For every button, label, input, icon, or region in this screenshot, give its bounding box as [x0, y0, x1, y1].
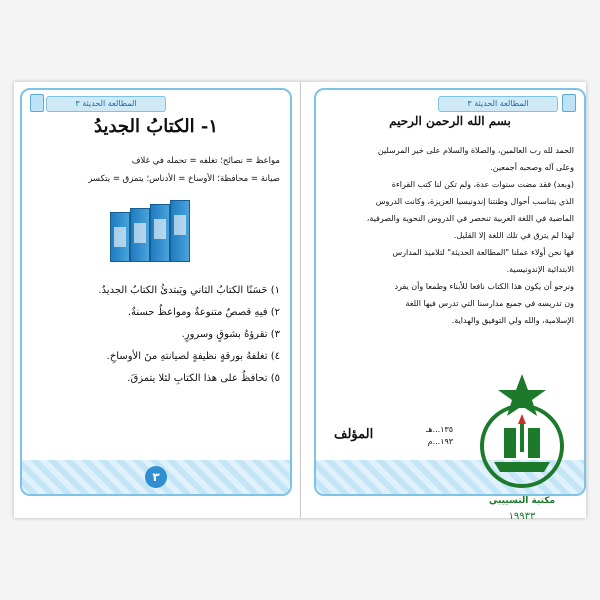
preface-line: ون تدريسه في جميع مدارسنا التي تدرس فيها اللغة	[405, 299, 574, 308]
book-image	[130, 208, 150, 262]
sentence-item: ١) حَسَنًا الكتابُ الثاني ويَبتدئُ الكتابُ الجديدُ.	[98, 285, 280, 296]
seal-text: مكتبة التسييبي	[488, 496, 556, 506]
sentence-list	[32, 280, 280, 390]
books-illustration	[110, 202, 202, 262]
sentence-item: ٥) تحافظُ على هذا الكتابِ لئلا يتمزقَ.	[127, 373, 280, 384]
vocab-line: مواعظ = نصائح؛ تغلفه = تحمله في غلاف	[131, 156, 280, 166]
preface-line: فها نحن أولاء عملنا "المطالعة الحديثة" لتلاميذ المدارس	[392, 248, 574, 257]
preface-line: الحمد لله رب العالمين، والصلاة والسلام على خير المرسلين	[377, 146, 574, 155]
left-page	[20, 88, 292, 496]
preface-line: الابتدائية الإندونيسية.	[506, 265, 574, 274]
preface-line: (وبعد) فقد مضت سنوات عدة، ولم تكن لنا كتب القراءة	[391, 180, 574, 189]
preface-line: وعلى آله وصحبه أجمعين.	[490, 163, 574, 172]
page-corner-icon	[562, 94, 576, 112]
lesson-title: ١- الكتابُ الجديدُ	[94, 116, 218, 137]
library-seal	[474, 372, 570, 522]
page-corner-icon	[30, 94, 44, 112]
preface-line: الذي يتناسب أحوال وطنتنا إندونيسيا العزيزة، وكانت الدروس	[375, 197, 574, 206]
author-signature: المؤلف	[334, 427, 374, 442]
preface-line: ونرجو أن يكون هذا الكتاب نافعا للأبناء وطمعا وأن يفرد	[394, 282, 574, 291]
seal-number: ١٩٩٣٣	[508, 511, 536, 522]
date-gregorian: ١٩٣...م	[427, 437, 454, 446]
book-image	[170, 200, 190, 262]
sentence-item: ٤) تغلفهُ بورقةٍ نظيفةٍ لصيانتهِ منَ الأوساخِ.	[106, 351, 280, 362]
preface-line: الإسلامية، والله ولي التوفيق والهداية.	[451, 316, 574, 325]
preface-date	[426, 424, 453, 448]
book-image	[110, 212, 130, 262]
basmala-title: بسم الله الرحمن الرحيم	[389, 114, 511, 128]
vocab-line: صيانة = محافظة؛ الأوساخ = الأدناس؛ يتمزق = يتكسر	[88, 174, 280, 184]
preface-text	[326, 142, 574, 329]
page-number: ٣	[145, 466, 167, 488]
seal-emblem-icon	[474, 372, 570, 492]
page-header: المطالعة الحديثة ٣	[46, 96, 166, 112]
vocabulary-box	[32, 152, 280, 188]
book-gutter	[300, 82, 301, 518]
page-header: المطالعة الحديثة ٣	[438, 96, 558, 112]
preface-line: الماضية في اللغة العربية تنحصر في الدروس النحوية والصرفية،	[366, 214, 574, 223]
book-image	[150, 204, 170, 262]
sentence-item: ٣) تقرؤهُ بشوقٍ وسرورٍ.	[181, 329, 280, 340]
sentence-item: ٢) فيهِ قصصٌ متنوعةٌ ومواعظُ حسنةٌ.	[127, 307, 280, 318]
date-hijri: ١٣٥...هـ	[426, 425, 454, 434]
preface-line: لهذا لم يترق في تلك اللغة إلا القليل.	[453, 231, 574, 240]
